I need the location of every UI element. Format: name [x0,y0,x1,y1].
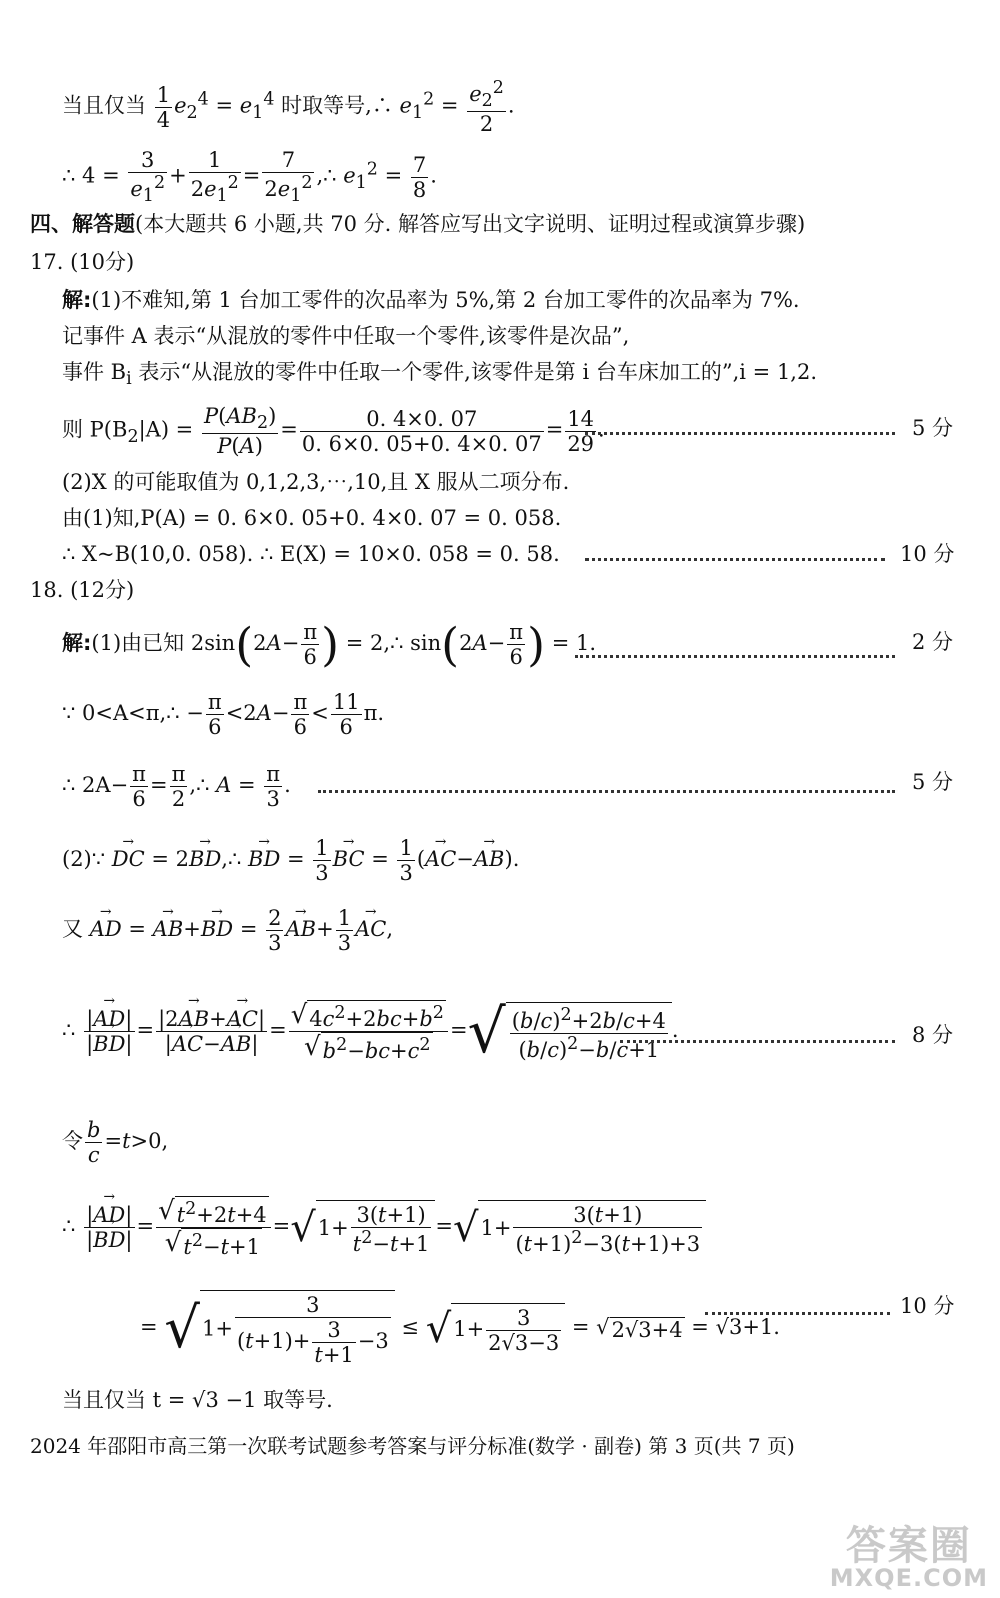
line-equality-condition: 当且仅当 $\frac{1}{4}$ $e_2^4 = e_1^4$ 时取等号,∴ $e_1^2$ = $\frac{e_2^2}{2}$ . [62,78,515,137]
fraction: $\frac{3(t+1)}{t^2-t+1}$ [352,1202,430,1256]
fraction: $\frac{2}{3}$ [268,906,282,956]
page-footer: 2024 年邵阳市高三第一次联考试题参考答案与评分标准(数学 · 副卷) 第 3 页(共 7 页) [30,1434,795,1458]
fraction: $\frac{11}{6}$ [332,690,360,740]
fraction: $\frac{\pi}{6}$ [132,762,146,812]
section-heading: 四、解答题(本大题共 6 小题,共 70 分. 解答应写出文字说明、证明过程或演算步骤) [30,212,806,236]
q18-equality: 当且仅当 t = √3 −1 取等号. [62,1388,333,1412]
q17-expectation: ∴ X~B(10,0. 058). ∴ E(X) = 10×0. 058 = 0. 58. [62,542,560,566]
fraction: $\frac{(b/c)^2+2b/c+4}{(b/c)^2-b/c+1}$ [511,1004,666,1062]
score-label: 10 分 [900,542,955,566]
score-label: 2 分 [912,630,954,654]
question-18-label: 18. (12分) [30,578,135,602]
score-leader-dots [575,655,895,658]
fraction: $\frac{7}{8}$ [412,152,427,202]
score-label: 5 分 [912,416,954,440]
fraction: $\frac{1}{4}$ [156,82,171,132]
fraction: $\frac{3}{e_1^2}$ [130,148,166,207]
q18-part1: 解:(1)由已知 2sin(2A− $\frac{\pi}{6}$ ) = 2,∴ sin(2A− $\frac{\pi}{6}$ ) = 1. [62,617,597,672]
fraction: $\frac{3}{2√3-3}$ [488,1305,560,1355]
fraction: $\frac{1}{3}$ [315,836,329,886]
score-leader-dots [620,1040,895,1043]
fraction: $\frac{1}{3}$ [399,836,413,886]
fraction: $\frac{P(AB_2)}{P(A)}$ [203,404,277,459]
q17-pa: 由(1)知,P(A) = 0. 6×0. 05+0. 4×0. 07 = 0. 058. [62,506,562,530]
fraction: $\frac{\pi}{6}$ [293,690,308,740]
line-e1-result: ∴ 4 = $\frac{3}{e_1^2}$ + $\frac{1}{2e_1^2}$ = $\frac{7}{2e_1^2}$ ,∴ $e_1^2$ = $\frac{7}{8}$ . [62,148,437,207]
fraction: $\frac{√4c^2+2bc+b^2}{√b^2-bc+c^2}$ [289,1000,448,1063]
fraction: $\frac{\pi}{6}$ [207,690,222,740]
fraction: $\frac{e_2^2}{2}$ [469,78,504,137]
q18-ratio: ∴ $\frac{|\to AD|}{|\to BD|}$ = $\frac{|2\to AB+\to AC|}{|\to AC-\to AB|}$ = $\frac{√4c^2+2bc+b^2}{√b^2-bc+c^2}$ =√ $\frac{(b/c)^2+2b/c+4}{(b/c)^2-b/c+1}$ . [62,1000,679,1063]
q18-t-ratio: ∴ $\frac{|\to AD|}{|\to BD|}$ = $\frac{√t^2+2t+4}{√t^2-t+1}$ =√1+ $\frac{3(t+1)}{t^2-t+1}$ =√1+ $\frac{3(t+1)}{(t+1)^2-3(t+1)+3}$ [62,1196,706,1259]
fraction: $\frac{3(t+1)}{(t+1)^2-3(t+1)+3}$ [515,1202,701,1256]
watermark-logo [829,1523,988,1592]
q17-event-b: 事件 $B_i$ 表示“从混放的零件中任取一个零件,该零件是第 i 台车床加工的”,i = 1,2. [62,360,818,390]
q18-substitution: 令 $\frac{b}{c}$ =t>0, [62,1118,169,1168]
fraction: $\frac{7}{2e_1^2}$ [264,148,313,207]
q17-part2: (2)X 的可能取值为 0,1,2,3,⋯,10,且 X 服从二项分布. [62,470,570,494]
q18-part2: (2)∵ → DC = 2→ BD,∴ → BD = $\frac{1}{3}$ → BC = $\frac{1}{3}$ (→ AC−→ AB). [62,836,519,885]
fraction: $\frac{\pi}{6}$ [303,620,318,670]
fraction: $\frac{1}{3}$ [337,906,352,956]
fraction: $\frac{3}{t+1}$ [314,1318,354,1368]
fraction: 3 (t+1)+ $\frac{3}{t+1}$ −3 [236,1293,389,1368]
watermark-text: 答案圈 [845,1523,972,1569]
score-leader-dots [585,558,885,561]
fraction: $\frac{\pi}{2}$ [171,762,186,812]
fraction: $\frac{0. 4\times 0. 07}{0. 6\times 0. 05+0. 4\times 0. 07}$ [301,406,542,456]
fraction: $\frac{14}{29}$ [567,406,595,456]
q18-ad-vector: 又 → AD = → AB+→ BD = $\frac{2}{3}$ → AB+ $\frac{1}{3}$ → AC, [62,906,393,955]
score-label: 5 分 [912,770,954,794]
score-label: 10 分 [900,1294,955,1318]
fraction: $\frac{\pi}{6}$ [509,620,524,670]
q18-inequality: = √1+ 3 (t+1)+ $\frac{3}{t+1}$ −3 ≤ √1+ $\frac{3}{2√3-3}$ = √2√3+4 = √3+1. [140,1290,780,1367]
question-17-label: 17. (10分) [30,250,135,274]
watermark-url: MXQE.COM [829,1564,988,1592]
fraction: $\frac{b}{c}$ [87,1118,101,1168]
q17-event-a: 记事件 A 表示“从混放的零件中任取一个零件,该零件是次品”, [62,324,630,348]
q18-angle-a: ∴ 2A− $\frac{\pi}{6}$ = $\frac{\pi}{2}$ ,∴ A = $\frac{\pi}{3}$ . [62,762,291,812]
score-label: 8 分 [912,1023,954,1047]
score-leader-dots [318,790,895,793]
score-leader-dots [705,1312,890,1315]
q17-bayes: 则 $P(B_2|A)$ = $\frac{P(AB_2)}{P(A)}$ = $\frac{0. 4\times 0. 07}{0. 6\times 0. 05+0. 4\times 0. 07}$ = $\frac{14}{29}$ . [62,404,605,459]
fraction: $\frac{|\to AD|}{|\to BD|}$ [84,1203,134,1252]
q18-range: ∵ 0<A<π,∴ − $\frac{\pi}{6}$ <2A− $\frac{\pi}{6}$ < $\frac{11}{6}$ π. [62,690,385,740]
fraction: $\frac{|2\to AB+\to AC|}{|\to AC-\to AB|}$ [156,1007,267,1056]
fraction: $\frac{|\to AD|}{|\to BD|}$ [84,1007,134,1056]
score-leader-dots [585,432,895,435]
fraction: $\frac{√t^2+2t+4}{√t^2-t+1}$ [156,1196,271,1259]
q17-part1: 解:(1)不难知,第 1 台加工零件的次品率为 5%,第 2 台加工零件的次品率为 7%. [62,288,800,312]
fraction: $\frac{1}{2e_1^2}$ [190,148,239,207]
fraction: $\frac{\pi}{3}$ [266,762,281,812]
